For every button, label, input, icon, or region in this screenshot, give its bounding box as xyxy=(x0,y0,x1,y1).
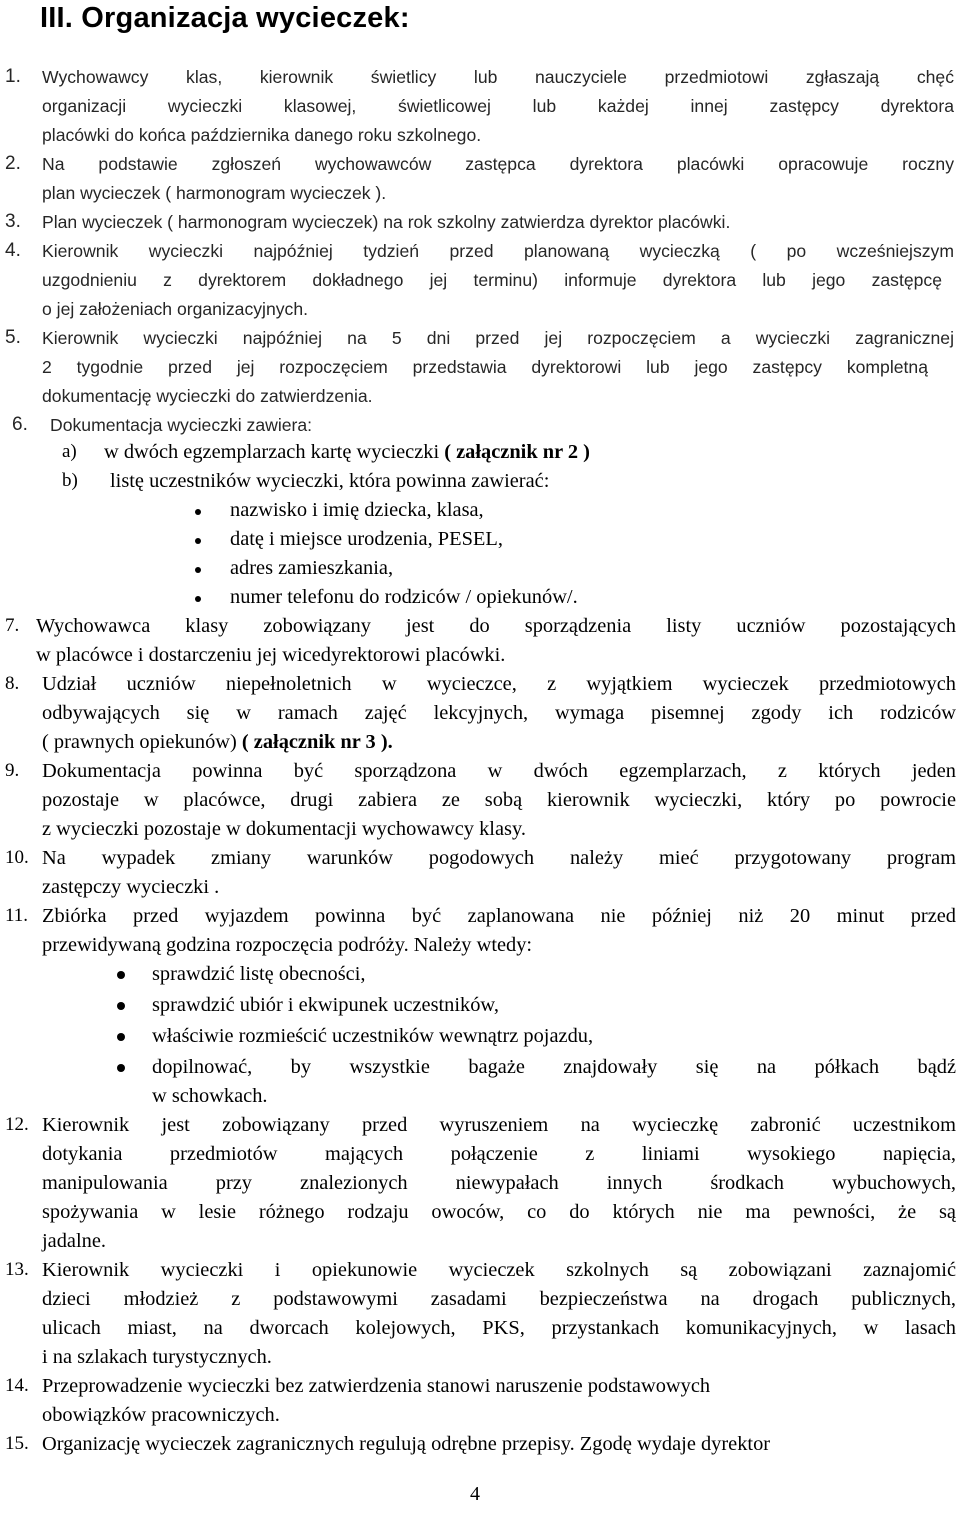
item-5-line-3: dokumentację wycieczki do zatwierdzenia. xyxy=(42,386,373,406)
item-6-sub-a xyxy=(104,441,590,463)
item-number: 7. xyxy=(5,615,20,636)
item-10-line-2: zastępczy wycieczki . xyxy=(42,876,220,898)
bullet-item: datę i miejsce urodzenia, PESEL, xyxy=(230,528,503,550)
item-number: 8. xyxy=(5,673,20,694)
item-8-line-3-text: ( prawnych opiekunów) xyxy=(42,731,242,753)
item-9-line-1: Dokumentacja powinna być sporządzona w dwóch egzemplarzach, z których jeden xyxy=(42,760,956,782)
item-15-line-1: Organizację wycieczek zagranicznych regulują odrębne przepisy. Zgodę wydaje dyrektor xyxy=(42,1433,771,1455)
item-8-attachment-ref: ( załącznik nr 3 ). xyxy=(241,731,393,753)
sub-item-label: b) xyxy=(62,470,78,491)
bullet-icon xyxy=(117,1033,125,1041)
item-3-line-1: Plan wycieczek ( harmonogram wycieczek) na rok szkolny zatwierdza dyrektor placówki. xyxy=(42,212,731,232)
item-number: 6. xyxy=(12,414,28,435)
item-number: 14. xyxy=(5,1375,29,1396)
item-13-line-3: ulicach miast, na dworcach kolejowych, PKS, przystankach komunikacyjnych, w lasach xyxy=(42,1317,956,1339)
item-1-line-3: placówki do końca października danego roku szkolnego. xyxy=(42,125,482,145)
item-12-line-3: manipulowania przy znalezionych niewypałach innych środkach wybuchowych, xyxy=(42,1172,956,1194)
bullet-icon xyxy=(195,596,201,602)
item-13-line-1: Kierownik wycieczki i opiekunowie wycieczek szkolnych są zobowiązani zaznajomić xyxy=(42,1259,956,1281)
section-heading: III. Organizacja wycieczek: xyxy=(40,2,410,34)
item-11-line-1: Zbiórka przed wyjazdem powinna być zaplanowana nie później niż 20 minut przed xyxy=(42,905,956,927)
bullet-icon xyxy=(195,567,201,573)
item-1-line-1: Wychowawcy klas, kierownik świetlicy lub nauczyciele przedmiotowi zgłaszają chęć xyxy=(42,67,954,87)
item-9-line-2: pozostaje w placówce, drugi zabiera ze sobą kierownik wycieczki, który po powrocie xyxy=(42,789,956,811)
item-number: 12. xyxy=(5,1114,29,1135)
item-7-line-2: w placówce i dostarczeniu jej wicedyrektorowi placówki. xyxy=(36,644,506,666)
bullet-icon xyxy=(195,538,201,544)
bullet-item: właściwie rozmieścić uczestników wewnątrz pojazdu, xyxy=(152,1025,594,1047)
bullet-icon xyxy=(117,1064,125,1072)
item-14-line-1: Przeprowadzenie wycieczki bez zatwierdzenia stanowi naruszenie podstawowych xyxy=(42,1375,711,1397)
page-number: 4 xyxy=(470,1483,480,1505)
item-number: 5. xyxy=(5,327,21,348)
item-9-line-3: z wycieczki pozostaje w dokumentacji wychowawcy klasy. xyxy=(42,818,526,840)
bullet-item: adres zamieszkania, xyxy=(230,557,394,579)
item-2-line-1: Na podstawie zgłoszeń wychowawców zastępca dyrektora placówki opracowuje roczny xyxy=(42,154,954,174)
item-6-sub-b: listę uczestników wycieczki, która powinna zawierać: xyxy=(110,470,550,492)
item-number: 11. xyxy=(5,905,29,926)
sub-item-label: a) xyxy=(62,441,77,462)
item-12-line-1: Kierownik jest zobowiązany przed wyruszeniem na wycieczkę zabronić uczestnikom xyxy=(42,1114,956,1136)
item-13-line-4: i na szlakach turystycznych. xyxy=(42,1346,272,1368)
sub-a-text: w dwóch egzemplarzach kartę wycieczki xyxy=(104,441,445,463)
item-6-line-1: Dokumentacja wycieczki zawiera: xyxy=(50,415,313,435)
item-10-line-1: Na wypadek zmiany warunków pogodowych należy mieć przygotowany program xyxy=(42,847,956,869)
item-number: 4. xyxy=(5,240,21,261)
item-12-line-2: dotykania przedmiotów mających połączenie z liniami wysokiego napięcia, xyxy=(42,1143,956,1165)
item-4-line-3: o jej założeniach organizacyjnych. xyxy=(42,299,309,319)
item-14-line-2: obowiązków pracowniczych. xyxy=(42,1404,280,1426)
item-number: 15. xyxy=(5,1433,29,1454)
item-7-line-1: Wychowawca klasy zobowiązany jest do sporządzenia listy uczniów pozostających xyxy=(36,615,956,637)
item-number: 10. xyxy=(5,847,29,868)
bullet-item: nazwisko i imię dziecka, klasa, xyxy=(230,499,484,521)
bullet-item-continuation: w schowkach. xyxy=(152,1085,268,1107)
bullet-icon xyxy=(117,971,125,979)
item-2-line-2: plan wycieczek ( harmonogram wycieczek ). xyxy=(42,183,387,203)
item-5-line-1: Kierownik wycieczki najpóźniej na 5 dni przed jej rozpoczęciem a wycieczki zagranicznej xyxy=(42,328,954,348)
item-8-line-3 xyxy=(42,731,393,753)
item-number: 3. xyxy=(5,211,21,232)
item-1-line-2: organizacji wycieczki klasowej, świetlicowej lub każdej innej zastępcy dyrektora xyxy=(42,96,954,116)
item-8-line-1: Udział uczniów niepełnoletnich w wycieczce, z wyjątkiem wycieczek przedmiotowych xyxy=(42,673,956,695)
item-4-line-2: uzgodnieniu z dyrektorem dokładnego jej terminu) informuje dyrektora lub jego zastępcę xyxy=(42,270,942,290)
item-13-line-2: dzieci młodzież z podstawowymi zasadami bezpieczeństwa na drogach publicznych, xyxy=(42,1288,956,1310)
item-number: 9. xyxy=(5,760,20,781)
item-number: 13. xyxy=(5,1259,29,1280)
item-number: 2. xyxy=(5,153,21,174)
bullet-item: sprawdzić listę obecności, xyxy=(152,963,366,985)
bullet-item: numer telefonu do rodziców / opiekunów/. xyxy=(230,586,578,608)
item-8-line-2: odbywających się w ramach zajęć lekcyjnych, wymaga pisemnej zgody ich rodziców xyxy=(42,702,956,724)
bullet-item: sprawdzić ubiór i ekwipunek uczestników, xyxy=(152,994,499,1016)
sub-a-attachment-ref: ( załącznik nr 2 ) xyxy=(444,441,590,463)
item-number: 1. xyxy=(5,66,21,87)
item-12-line-4: spożywania w lesie różnego rodzaju owoców, co do których nie ma pewności, że są xyxy=(42,1201,956,1223)
item-11-line-2: przewidywaną godzina rozpoczęcia podróży. Należy wtedy: xyxy=(42,934,533,956)
item-5-line-2: 2 tygodnie przed jej rozpoczęciem przedstawia dyrektorowi lub jego zastępcy kompletną xyxy=(42,357,928,377)
item-12-line-5: jadalne. xyxy=(42,1230,106,1252)
bullet-icon xyxy=(117,1002,125,1010)
bullet-icon xyxy=(195,509,201,515)
item-4-line-1: Kierownik wycieczki najpóźniej tydzień przed planowaną wycieczką ( po wcześniejszym xyxy=(42,241,954,261)
bullet-item: dopilnować, by wszystkie bagaże znajdowały się na półkach bądź xyxy=(152,1056,956,1078)
